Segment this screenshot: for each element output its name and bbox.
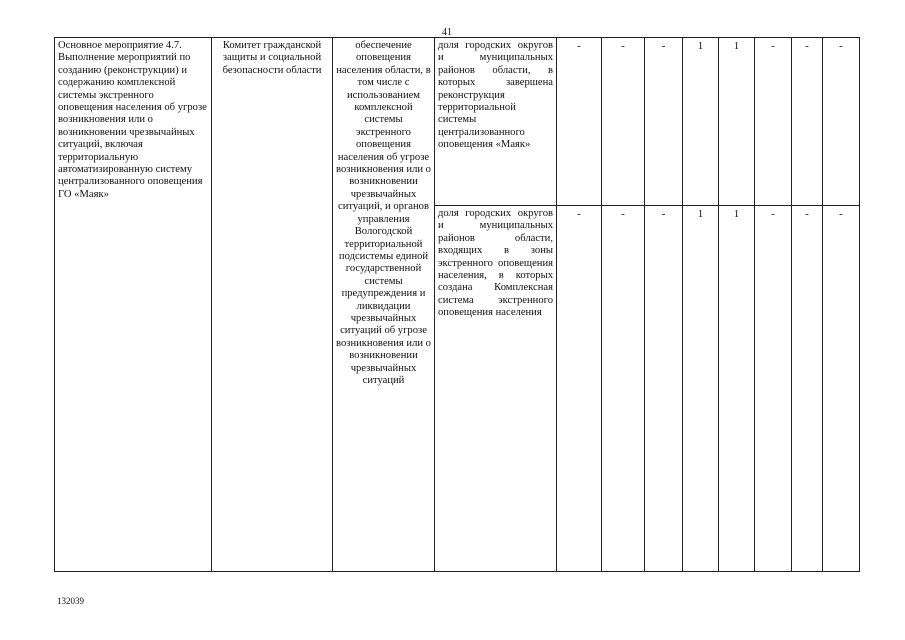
executor-text: Комитет гражданской защиты и социальной безопасности области (222, 40, 322, 76)
indicator-1-value-1: - (557, 38, 602, 206)
indicator-2-name (435, 206, 557, 572)
indicator-2-value-5: 1 (719, 206, 755, 572)
measure-text: Основное мероприятие 4.7. Выполнение мероприятий по созданию (реконструкции) и содержанию комплексной системы экстренного оповещения населения об угрозе возникновения или о возникновении чрезвычайных ситуаций, включая территориальную автоматизированную систему централизованного оповещения ГО «Маяк» (58, 40, 207, 200)
measure-cell (55, 38, 212, 572)
indicator-1-value-4: 1 (683, 38, 719, 206)
program-table (54, 37, 860, 572)
indicator-1-value-2: - (602, 38, 645, 206)
indicator-2-value-2: - (602, 206, 645, 572)
indicator-1-value-3: - (645, 38, 683, 206)
indicator-2-value-7: - (792, 206, 823, 572)
executor-cell (212, 38, 333, 572)
indicator-text: доля городских округов и муниципальных районов области, в которых завершена реконструкция территориальной системы централизованного оповещения «Маяк» (438, 40, 553, 151)
indicator-1-name (435, 38, 557, 206)
indicator-text: доля городских округов и муниципальных районов области, входящих в зоны экстренного оповещения населения, в которых создана Комплексная система экстренного оповещения населения (438, 208, 553, 319)
page-number: 41 (442, 27, 452, 38)
indicator-1-value-7: - (792, 38, 823, 206)
document-code: 132039 (57, 596, 84, 606)
table-row (55, 38, 860, 206)
indicator-1-value-5: 1 (719, 38, 755, 206)
purpose-cell (333, 38, 435, 572)
indicator-1-value-8: - (823, 38, 860, 206)
indicator-2-value-3: - (645, 206, 683, 572)
purpose-text: обеспечение оповещения населения области, в том числе с использованием комплексной системы экстренного оповещения населения об угрозе возникновения или о возникновении чрезвычайных ситуаций, и органов управления Вологодской территориальной подсистемы единой государственной системы предупреждения и ликвидации чрезвычайных ситуаций об угрозе возникновения или о возникновении чрезвычайных ситуаций (336, 40, 431, 386)
indicator-2-value-1: - (557, 206, 602, 572)
indicator-1-value-6: - (755, 38, 792, 206)
indicator-2-value-6: - (755, 206, 792, 572)
indicator-2-value-4: 1 (683, 206, 719, 572)
indicator-2-value-8: - (823, 206, 860, 572)
